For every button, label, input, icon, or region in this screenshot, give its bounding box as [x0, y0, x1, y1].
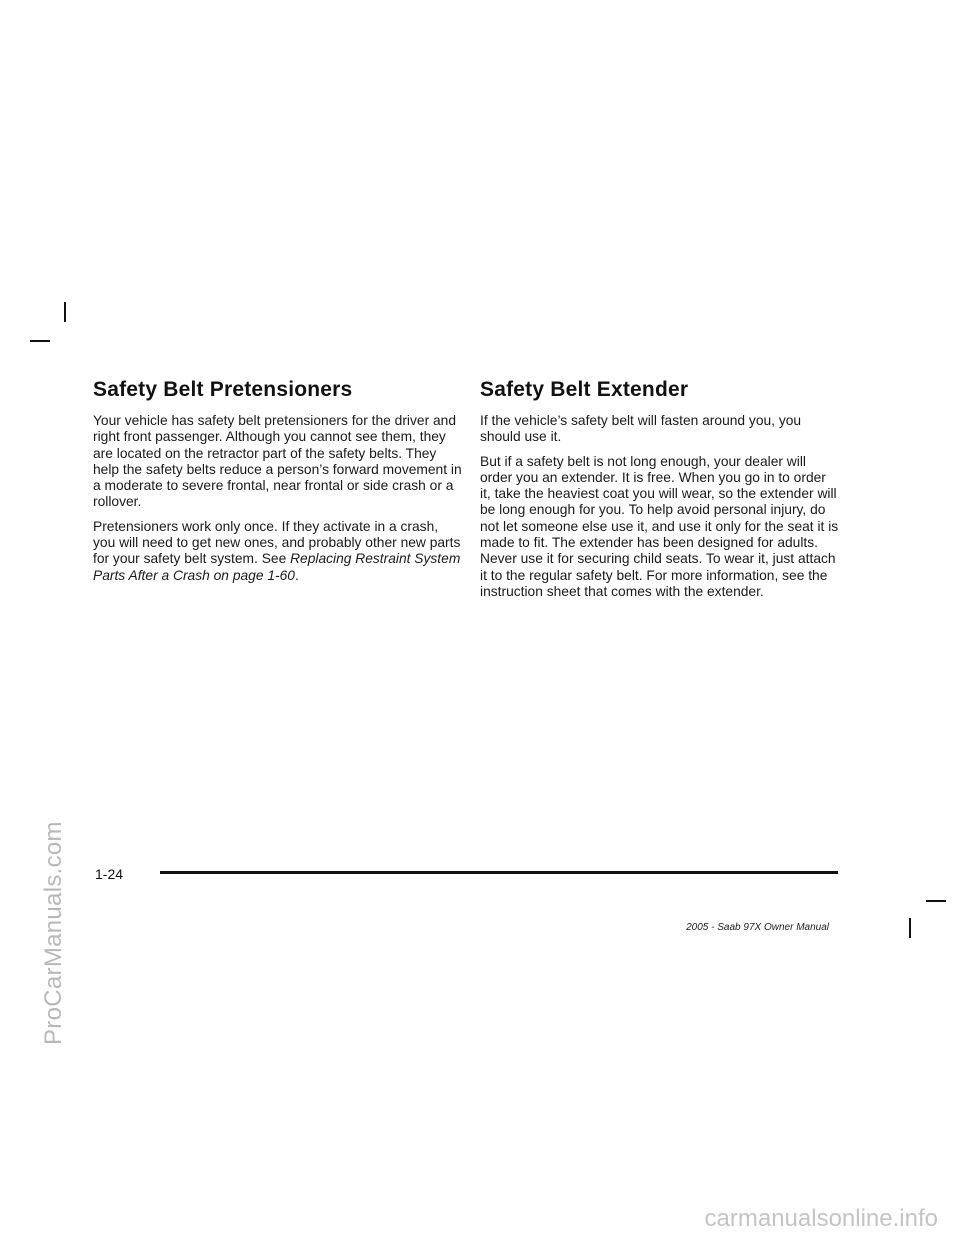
pretensioners-paragraph-1: Your vehicle has safety belt pretensioners for the driver and right front passenger. Although you cannot see them, they are located on the retractor part of the safety belts. They help the safety belts reduce a person’s forward movement in a moderate to severe frontal, near frontal or side crash or a rollover. [93, 413, 462, 510]
pretensioners-heading: Safety Belt Pretensioners [93, 378, 353, 401]
extender-paragraph-2: But if a safety belt is not long enough, your dealer will order you an extender. It is free. When you go in to order it, take the heaviest coat you will wear, so the extender will be long enough for you. To help avoid personal injury, do not let someone else use it, and use it only for the seat it is made to fit. The extender has been designed for adults. Never use it for securing child seats. To wear it, just attach it to the regular safety belt. For more information, see the instruction sheet that comes with the extender. [480, 453, 839, 599]
replacing-parts-reference-link[interactable]: Replacing Restraint System Parts After a Crash on page 1-60 [93, 551, 461, 583]
pretensioners-paragraph-2-text: Pretensioners work only once. If they activate in a crash, you will need to get new ones, and probably other new parts for your safety belt system. See [93, 518, 461, 567]
pretensioners-paragraph-2-end: . [294, 567, 299, 583]
pretensioners-paragraph-2 [93, 519, 463, 584]
manual-title: 2005 - Saab 97X Owner Manual [686, 922, 829, 933]
extender-paragraph-1: If the vehicle’s safety belt will fasten around you, you should use it. [480, 413, 802, 445]
extender-section [480, 378, 840, 608]
bottom-watermark: carmanualsonline.info [704, 1205, 938, 1232]
side-watermark: ProCarManuals.com [40, 821, 67, 1045]
crop-mark-top-left-vertical [64, 302, 66, 322]
crop-mark-top-left-horizontal [30, 340, 50, 342]
footer-rule [160, 871, 838, 874]
pretensioners-section [93, 378, 463, 592]
crop-mark-bottom-right-horizontal [926, 900, 946, 902]
crop-mark-bottom-right-vertical [909, 918, 911, 938]
extender-heading: Safety Belt Extender [480, 378, 689, 401]
page-number: 1-24 [95, 866, 124, 882]
